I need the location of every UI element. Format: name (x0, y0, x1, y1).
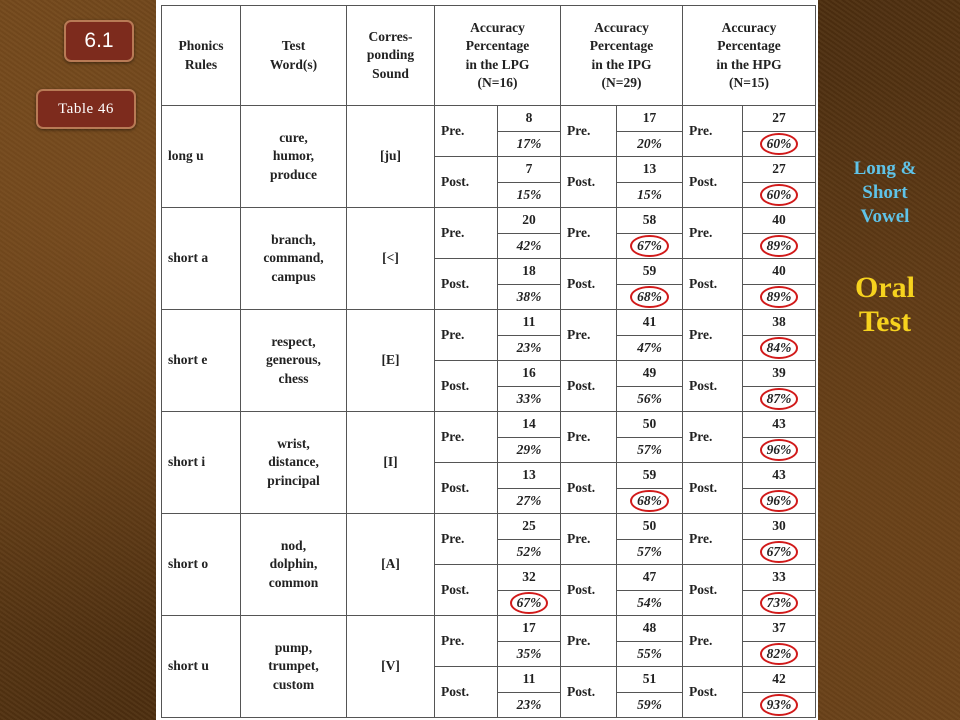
count-value: 41 (642, 314, 657, 330)
count-cell (617, 565, 683, 591)
count-value: 59 (642, 467, 657, 483)
stage-label: Pre. (683, 310, 743, 361)
count-cell (498, 157, 561, 183)
stage-label: Post. (683, 667, 743, 718)
percent-cell (743, 335, 816, 361)
stage-label: Post. (435, 157, 498, 208)
count-cell (743, 463, 816, 489)
percent-value: 55% (637, 645, 662, 661)
phonics-rule-cell (162, 412, 241, 514)
table-row (162, 310, 816, 336)
percent-value: 57% (637, 441, 662, 457)
percent-value: 67% (517, 594, 542, 612)
percent-value: 57% (637, 543, 662, 559)
count-value: 11 (522, 671, 536, 687)
stage-label: Post. (561, 463, 617, 514)
percent-cell (498, 692, 561, 718)
stage-label: Pre. (561, 514, 617, 565)
phonics-rule: short u (168, 658, 209, 674)
percent-cell (498, 284, 561, 310)
test-word: distance, (268, 454, 319, 470)
count-value: 42 (772, 671, 786, 687)
test-word: respect, (271, 334, 316, 350)
percent-value: 38% (516, 288, 542, 304)
table-label: Table 46 (58, 100, 114, 117)
percent-value: 17% (516, 135, 542, 151)
slide-number-badge (64, 20, 134, 62)
stage-label: Pre. (561, 208, 617, 259)
percent-value: 68% (637, 288, 662, 306)
percent-value: 67% (637, 237, 662, 255)
percent-value: 56% (637, 390, 662, 406)
count-value: 33 (772, 569, 786, 585)
phonics-rule-cell (162, 208, 241, 310)
count-value: 47 (642, 569, 657, 585)
header-ipg: Accuracy Percentage in the IPG (N=29) (561, 6, 683, 106)
sound: [<] (382, 250, 399, 266)
stage-label: Pre. (683, 412, 743, 463)
header-lpg: Accuracy Percentage in the LPG (N=16) (435, 6, 561, 106)
count-cell (617, 412, 683, 438)
percent-value: 82% (767, 645, 792, 663)
count-value: 7 (525, 161, 533, 177)
test-word: humor, (272, 148, 315, 164)
phonics-rule: short a (168, 250, 209, 266)
slide-number: 6.1 (84, 29, 114, 52)
test-word: nod, (280, 538, 307, 554)
table-row (162, 106, 816, 132)
stage-label: Post. (561, 259, 617, 310)
percent-cell (498, 590, 561, 616)
percent-cell (743, 539, 816, 565)
percent-value: 60% (767, 186, 792, 204)
count-value: 50 (642, 416, 657, 432)
percent-cell (743, 233, 816, 259)
stage-label: Post. (683, 157, 743, 208)
percent-cell (617, 233, 683, 259)
header-test-words: Test Word(s) (241, 6, 347, 106)
stage-label: Post. (435, 667, 498, 718)
stage-label: Post. (435, 463, 498, 514)
percent-value: 23% (516, 339, 542, 355)
test-word: cure, (279, 130, 308, 146)
test-word: produce (269, 166, 317, 182)
stage-label: Pre. (435, 106, 498, 157)
header-corresponding-sound: Corres- ponding Sound (347, 6, 435, 106)
percent-cell (498, 233, 561, 259)
stage-label: Pre. (435, 514, 498, 565)
stage-label: Pre. (561, 310, 617, 361)
sound-cell (347, 514, 435, 616)
stage-label: Post. (561, 157, 617, 208)
percent-value: 68% (637, 492, 662, 510)
count-value: 17 (522, 620, 536, 636)
count-cell (498, 106, 561, 132)
percent-value: 84% (767, 339, 792, 357)
stage-label: Post. (683, 565, 743, 616)
percent-value: 73% (767, 594, 792, 612)
stage-label: Post. (435, 361, 498, 412)
test-word: dolphin, (269, 556, 318, 572)
percent-value: 23% (516, 696, 542, 712)
stage-label: Pre. (683, 106, 743, 157)
count-cell (498, 514, 561, 540)
percent-value: 15% (516, 186, 542, 202)
count-value: 25 (522, 518, 536, 534)
table-row (162, 514, 816, 540)
sound-cell (347, 106, 435, 208)
test-words-cell (241, 616, 347, 718)
table-header-row (162, 6, 816, 106)
count-cell (498, 463, 561, 489)
percent-cell (743, 641, 816, 667)
phonics-accuracy-table (161, 5, 816, 718)
percent-cell (617, 335, 683, 361)
percent-value: 35% (516, 645, 542, 661)
stage-label: Pre. (435, 310, 498, 361)
percent-value: 60% (767, 135, 792, 153)
count-cell (498, 412, 561, 438)
percent-value: 27% (516, 492, 542, 508)
count-cell (498, 310, 561, 336)
table-image (156, 0, 818, 720)
percent-value: 93% (767, 696, 792, 714)
percent-cell (498, 131, 561, 157)
count-cell (498, 565, 561, 591)
percent-cell (743, 590, 816, 616)
percent-cell (743, 386, 816, 412)
count-cell (743, 259, 816, 285)
stage-label: Pre. (683, 616, 743, 667)
percent-cell (617, 641, 683, 667)
percent-cell (617, 386, 683, 412)
count-cell (617, 208, 683, 234)
test-words-cell (241, 208, 347, 310)
count-cell (617, 106, 683, 132)
count-value: 50 (642, 518, 657, 534)
test-word: trumpet, (268, 658, 319, 674)
stage-label: Pre. (683, 514, 743, 565)
percent-cell (617, 488, 683, 514)
test-words-cell (241, 514, 347, 616)
count-value: 40 (772, 212, 786, 228)
percent-cell (743, 182, 816, 208)
count-value: 37 (772, 620, 786, 636)
count-value: 30 (772, 518, 786, 534)
count-value: 39 (772, 365, 786, 381)
percent-cell (498, 641, 561, 667)
count-value: 38 (772, 314, 786, 330)
side-title: Long & Short Vowel (853, 158, 917, 227)
test-words-cell (241, 310, 347, 412)
test-word: common (268, 574, 319, 590)
test-word: campus (271, 268, 316, 284)
count-cell (617, 361, 683, 387)
sound: [ju] (380, 148, 401, 164)
sound: [V] (381, 658, 400, 674)
percent-cell (743, 437, 816, 463)
percent-cell (743, 284, 816, 310)
phonics-rule-cell (162, 514, 241, 616)
count-value: 49 (642, 365, 657, 381)
count-cell (743, 157, 816, 183)
percent-cell (498, 437, 561, 463)
percent-cell (743, 692, 816, 718)
percent-cell (498, 386, 561, 412)
percent-cell (743, 131, 816, 157)
count-value: 11 (522, 314, 536, 330)
percent-value: 52% (516, 543, 542, 559)
count-cell (743, 208, 816, 234)
phonics-rule: long u (168, 148, 204, 164)
count-value: 51 (642, 671, 657, 687)
count-cell (617, 259, 683, 285)
stage-label: Post. (561, 667, 617, 718)
count-cell (743, 565, 816, 591)
test-word: branch, (271, 232, 316, 248)
count-value: 27 (772, 110, 786, 126)
sound: [A] (381, 556, 400, 572)
count-cell (617, 514, 683, 540)
count-value: 13 (642, 161, 657, 177)
sound-cell (347, 412, 435, 514)
phonics-rule-cell (162, 106, 241, 208)
test-words-cell (241, 412, 347, 514)
percent-cell (617, 590, 683, 616)
stage-label: Post. (561, 361, 617, 412)
sound: [I] (383, 454, 398, 470)
header-phonics-rules: Phonics Rules (162, 6, 241, 106)
count-cell (617, 667, 683, 693)
count-cell (743, 667, 816, 693)
stage-label: Post. (561, 565, 617, 616)
stage-label: Pre. (683, 208, 743, 259)
percent-cell (498, 539, 561, 565)
sound-cell (347, 616, 435, 718)
count-value: 14 (522, 416, 536, 432)
percent-value: 54% (637, 594, 662, 610)
sound-cell (347, 208, 435, 310)
test-word: chess (278, 370, 309, 386)
count-cell (743, 310, 816, 336)
test-word: generous, (266, 352, 321, 368)
percent-cell (498, 182, 561, 208)
stage-label: Post. (683, 361, 743, 412)
count-cell (743, 361, 816, 387)
count-cell (617, 310, 683, 336)
percent-value: 59% (637, 696, 662, 712)
percent-cell (498, 335, 561, 361)
stage-label: Pre. (435, 412, 498, 463)
count-value: 20 (522, 212, 536, 228)
stage-label: Pre. (435, 616, 498, 667)
phonics-rule: short o (168, 556, 209, 572)
phonics-rule: short e (168, 352, 208, 368)
count-value: 43 (772, 467, 786, 483)
percent-value: 67% (767, 543, 792, 561)
count-value: 13 (522, 467, 536, 483)
phonics-rule: short i (168, 454, 206, 470)
count-value: 17 (642, 110, 657, 126)
percent-cell (617, 437, 683, 463)
stage-label: Pre. (435, 208, 498, 259)
count-value: 43 (772, 416, 786, 432)
test-word: custom (272, 676, 315, 692)
count-value: 32 (522, 569, 536, 585)
percent-value: 47% (637, 339, 662, 355)
percent-value: 96% (767, 441, 792, 459)
percent-value: 89% (767, 237, 792, 255)
table-row (162, 208, 816, 234)
count-cell (743, 616, 816, 642)
sound: [E] (381, 352, 400, 368)
table-label-badge (36, 89, 136, 129)
count-cell (498, 616, 561, 642)
count-value: 58 (642, 212, 657, 228)
percent-cell (617, 539, 683, 565)
count-cell (743, 514, 816, 540)
side-subtitle: Oral Test (855, 271, 915, 338)
percent-value: 87% (767, 390, 792, 408)
count-cell (498, 667, 561, 693)
test-word: command, (263, 250, 324, 266)
stage-label: Pre. (561, 616, 617, 667)
stage-label: Post. (435, 259, 498, 310)
percent-cell (743, 488, 816, 514)
count-value: 18 (522, 263, 536, 279)
count-cell (617, 157, 683, 183)
percent-cell (617, 182, 683, 208)
count-value: 48 (642, 620, 657, 636)
stage-label: Post. (435, 565, 498, 616)
sound-cell (347, 310, 435, 412)
percent-value: 96% (767, 492, 792, 510)
stage-label: Post. (683, 259, 743, 310)
percent-cell (617, 284, 683, 310)
test-words-cell (241, 106, 347, 208)
header-hpg: Accuracy Percentage in the HPG (N=15) (683, 6, 816, 106)
stage-label: Post. (683, 463, 743, 514)
count-cell (498, 208, 561, 234)
table-row (162, 616, 816, 642)
count-cell (498, 361, 561, 387)
count-cell (498, 259, 561, 285)
count-value: 8 (525, 110, 533, 126)
percent-value: 15% (637, 186, 662, 202)
percent-value: 20% (637, 135, 662, 151)
count-cell (617, 616, 683, 642)
count-cell (617, 463, 683, 489)
phonics-rule-cell (162, 616, 241, 718)
percent-value: 89% (767, 288, 792, 306)
count-value: 59 (642, 263, 657, 279)
percent-cell (617, 692, 683, 718)
test-word: wrist, (277, 436, 310, 452)
percent-cell (617, 131, 683, 157)
percent-cell (498, 488, 561, 514)
count-value: 16 (522, 365, 536, 381)
stage-label: Pre. (561, 412, 617, 463)
percent-value: 42% (516, 237, 542, 253)
count-value: 40 (772, 263, 786, 279)
phonics-rule-cell (162, 310, 241, 412)
test-word: pump, (274, 640, 313, 656)
percent-value: 29% (516, 441, 542, 457)
percent-value: 33% (516, 390, 542, 406)
count-cell (743, 412, 816, 438)
count-value: 27 (772, 161, 786, 177)
test-word: principal (267, 472, 320, 488)
count-cell (743, 106, 816, 132)
table-row (162, 412, 816, 438)
stage-label: Pre. (561, 106, 617, 157)
